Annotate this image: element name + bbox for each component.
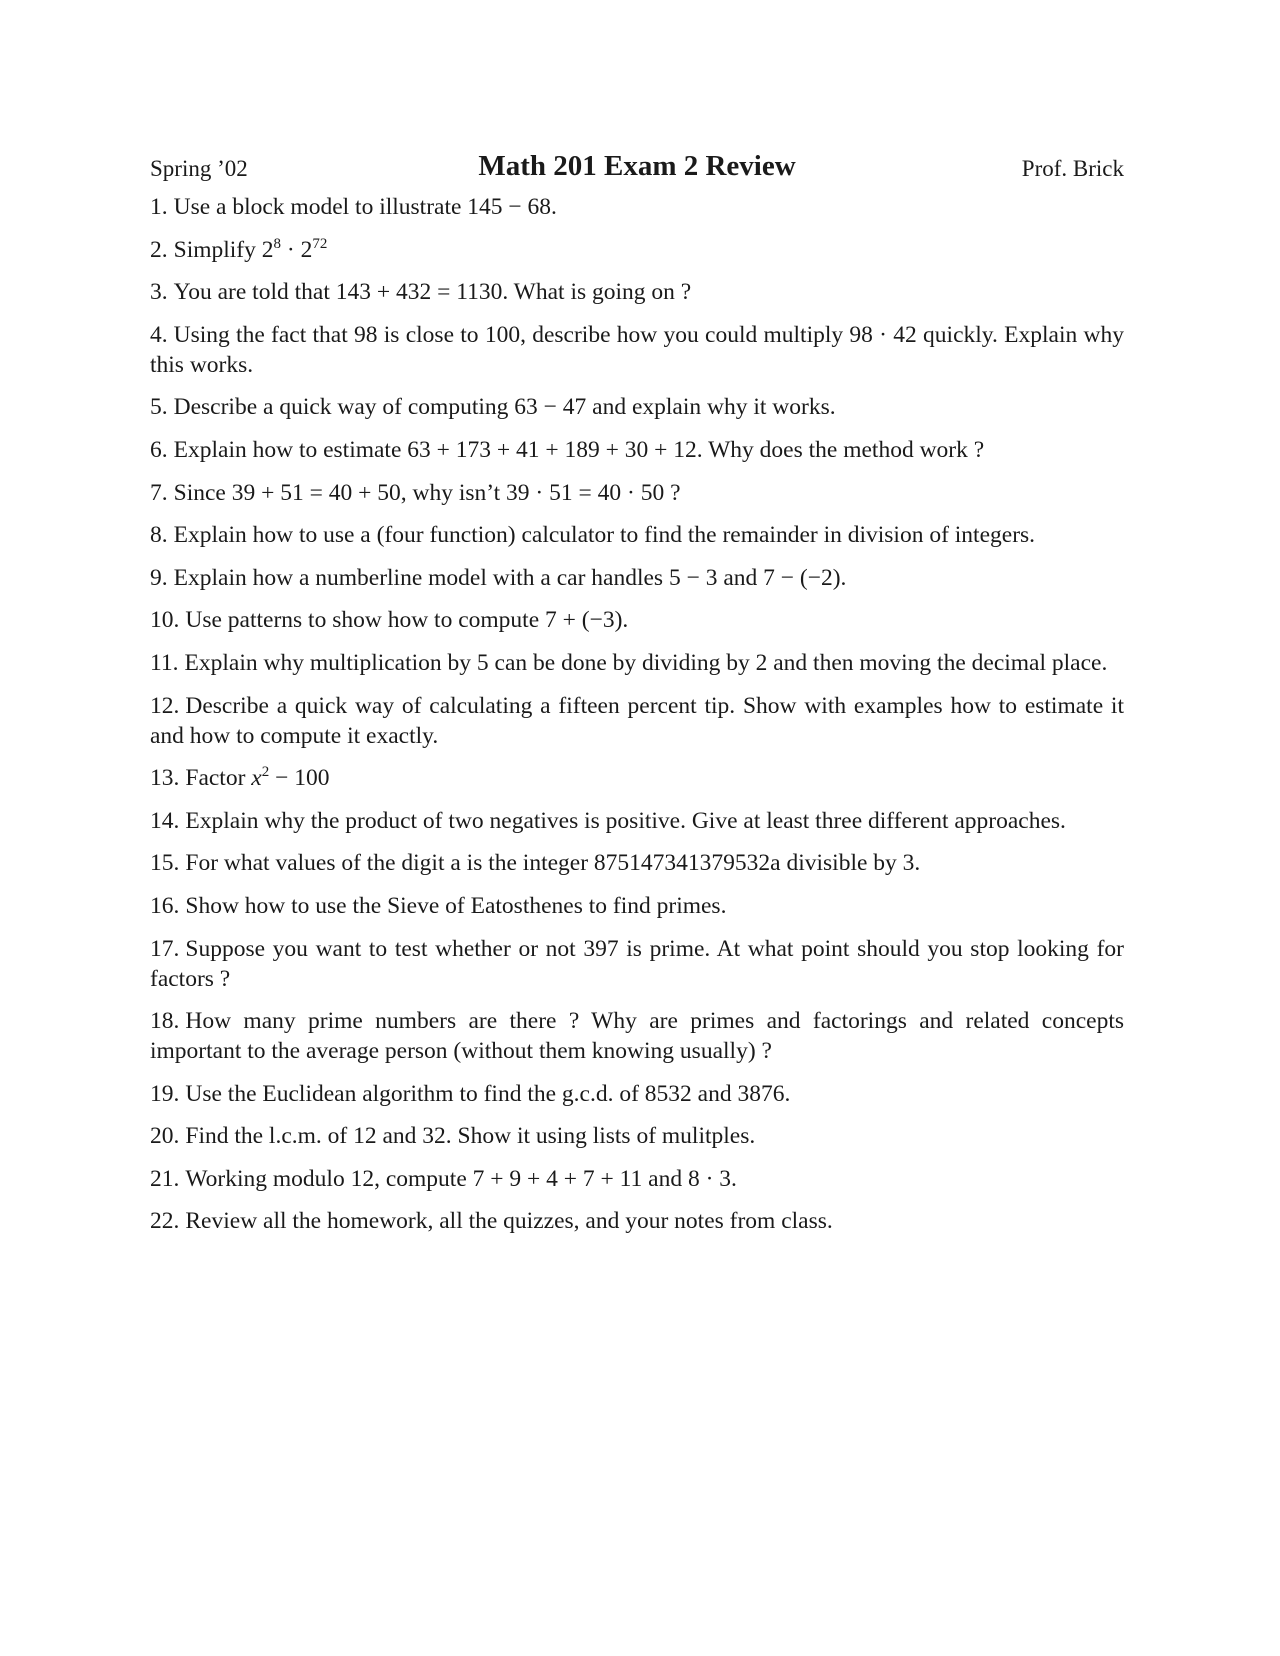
question-text: Describe a quick way of calculating a fifteen percent tip. Show with examples how to estimate it and how to compute it exactly. (150, 692, 1124, 749)
question-number: 1. (150, 194, 168, 220)
power-exponent: 72 (312, 235, 328, 252)
question-18 (150, 1006, 1124, 1066)
question-text: Review all the homework, all the quizzes, and your notes from class. (185, 1208, 833, 1235)
question-number: 10. (150, 607, 180, 634)
power-base: 2 (300, 236, 313, 263)
variable: x (251, 765, 262, 792)
question-12 (150, 691, 1124, 751)
question-text: For what values of the digit a is the integer 875147341379532a divisible by 3. (185, 850, 921, 877)
question-4 (150, 320, 1124, 380)
question-15 (150, 848, 1124, 878)
question-text: Explain how to estimate 63 + 173 + 41 + 189 + 30 + 12. Why does the method work ? (173, 436, 985, 463)
expression-tail: − 100 (269, 765, 330, 792)
question-number: 17. (150, 935, 180, 962)
question-7 (150, 478, 1124, 508)
question-19 (150, 1079, 1124, 1109)
question-6 (150, 435, 1124, 465)
question-number: 5. (150, 394, 168, 421)
power-exponent: 8 (273, 235, 282, 252)
question-list (150, 192, 1124, 1249)
question-number: 21. (150, 1165, 180, 1192)
question-number: 19. (150, 1080, 180, 1107)
question-number: 14. (150, 807, 180, 834)
question-text: Suppose you want to test whether or not 397 is prime. At what point should you stop looking for factors ? (150, 935, 1124, 992)
question-number: 22. (150, 1208, 180, 1235)
question-number: 2. (150, 236, 168, 263)
question-number: 7. (150, 479, 168, 506)
header (150, 148, 1124, 188)
operator: · (281, 236, 301, 263)
question-number: 13. (150, 765, 180, 792)
instructor-label: Prof. Brick (1021, 156, 1124, 181)
question-text: Since 39 + 51 = 40 + 50, why isn’t 39 · 51 = 40 · 50 ? (173, 479, 681, 506)
question-text: Explain how to use a (four function) calculator to find the remainder in division of integers. (173, 522, 1036, 549)
question-number: 12. (150, 692, 180, 719)
question-text: Use the Euclidean algorithm to find the g.c.d. of 8532 and 3876. (185, 1080, 791, 1107)
question-text: How many prime numbers are there ? Why are primes and factorings and related concepts important to the average person (without them knowing usually) ? (150, 1008, 1124, 1065)
question-text: Using the fact that 98 is close to 100, describe how you could multiply 98 · 42 quickly. Explain why this works. (150, 321, 1124, 378)
term-label: Spring ’02 (150, 156, 248, 181)
power-base: 2 (261, 236, 274, 263)
question-2 (150, 235, 1124, 265)
power-exponent: 2 (261, 764, 270, 781)
question-text: Use a block model to illustrate 145 − 68. (173, 194, 557, 220)
question-number: 6. (150, 436, 168, 463)
question-17 (150, 934, 1124, 994)
question-number: 3. (150, 279, 168, 306)
question-text: Working modulo 12, compute 7 + 9 + 4 + 7 + 11 and 8 · 3. (185, 1165, 737, 1192)
page-title: Math 201 Exam 2 Review (478, 150, 796, 182)
question-8 (150, 520, 1124, 550)
question-11 (150, 648, 1124, 678)
question-number: 11. (150, 649, 179, 676)
question-21 (150, 1164, 1124, 1194)
question-20 (150, 1121, 1124, 1151)
question-number: 20. (150, 1123, 180, 1150)
question-number: 9. (150, 564, 168, 591)
question-text: Explain how a numberline model with a car handles 5 − 3 and 7 − (−2). (173, 564, 847, 591)
question-10 (150, 605, 1124, 635)
question-5 (150, 392, 1124, 422)
question-1 (150, 192, 1124, 222)
question-text: Explain why the product of two negatives is positive. Give at least three different approaches. (185, 807, 1066, 834)
question-text: You are told that 143 + 432 = 1130. What is going on ? (173, 279, 692, 306)
question-text: Factor (185, 765, 252, 792)
question-text: Simplify (173, 236, 262, 263)
question-22 (150, 1206, 1124, 1236)
question-number: 15. (150, 850, 180, 877)
question-number: 18. (150, 1008, 180, 1035)
question-text: Show how to use the Sieve of Eatosthenes to find primes. (185, 892, 727, 919)
question-number: 4. (150, 321, 168, 348)
question-text: Describe a quick way of computing 63 − 47 and explain why it works. (173, 394, 836, 421)
question-text: Find the l.c.m. of 12 and 32. Show it using lists of mulitples. (185, 1123, 756, 1150)
question-13 (150, 763, 1124, 793)
question-9 (150, 563, 1124, 593)
question-text: Use patterns to show how to compute 7 + (−3). (185, 607, 629, 634)
question-3 (150, 277, 1124, 307)
question-text: Explain why multiplication by 5 can be done by dividing by 2 and then moving the decimal place. (184, 649, 1108, 676)
question-14 (150, 806, 1124, 836)
question-16 (150, 891, 1124, 921)
question-number: 16. (150, 892, 180, 919)
question-number: 8. (150, 522, 168, 549)
